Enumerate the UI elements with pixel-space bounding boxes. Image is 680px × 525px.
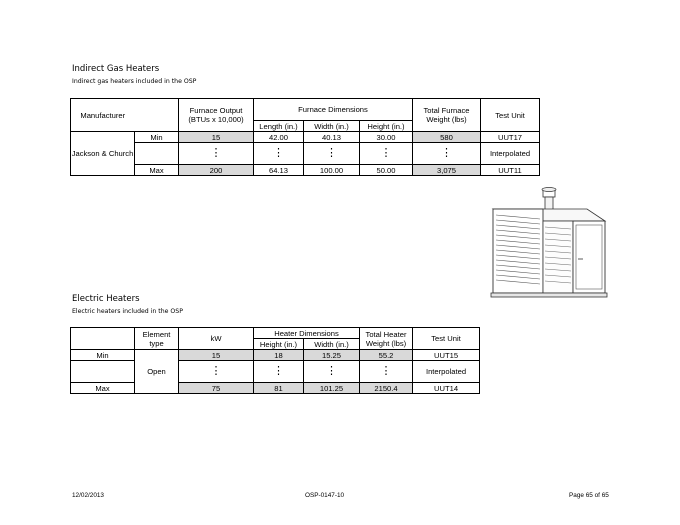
weight-cell — [413, 143, 481, 165]
test-unit-header: Test Unit — [481, 99, 540, 132]
test-unit-cell: Interpolated — [481, 143, 540, 165]
test-unit-cell: Interpolated — [413, 361, 480, 383]
table-row — [71, 132, 540, 143]
row-label — [71, 361, 135, 383]
vertical-ellipsis: ⋮ — [441, 147, 452, 159]
width-cell: 15.25 — [304, 350, 360, 361]
manufacturer-header: Manufacturer — [71, 99, 135, 132]
footer-date: 12/02/2013 — [72, 492, 104, 499]
width-cell — [304, 361, 360, 383]
length-cell: 42.00 — [254, 132, 304, 143]
vertical-ellipsis: ⋮ — [380, 147, 392, 159]
row-label: Max — [135, 165, 179, 176]
manufacturer-cell: Jackson & Church — [71, 132, 135, 176]
table-row — [71, 143, 540, 165]
width-header: Width (in.) — [304, 339, 360, 350]
electric-header-row — [71, 328, 480, 339]
furnace-dimensions-header: Furnace Dimensions — [254, 99, 413, 121]
test-unit-cell: UUT17 — [481, 132, 540, 143]
height-cell: 81 — [254, 383, 304, 394]
footer-doc-id: OSP-0147-10 — [305, 492, 345, 499]
vertical-ellipsis: ⋮ — [326, 365, 337, 377]
kw-header: kW — [179, 328, 254, 350]
height-header: Height (in.) — [360, 121, 413, 132]
gas-section-subtitle: Indirect gas heaters included in the OSP — [72, 78, 197, 85]
height-cell: 30.00 — [360, 132, 413, 143]
row-label — [135, 143, 179, 165]
total-weight-header: Total Heater Weight (lbs) — [360, 328, 413, 350]
gas-heaters-table — [70, 98, 540, 176]
kw-cell: 75 — [179, 383, 254, 394]
row-label: Max — [71, 383, 135, 394]
vertical-ellipsis: ⋮ — [210, 147, 222, 159]
test-unit-cell: UUT14 — [413, 383, 480, 394]
table-row — [71, 165, 540, 176]
vertical-ellipsis: ⋮ — [273, 147, 284, 159]
table-row — [71, 350, 480, 361]
height-cell: 50.00 — [360, 165, 413, 176]
test-unit-header: Test Unit — [413, 328, 480, 350]
heater-dimensions-header: Heater Dimensions — [254, 328, 360, 339]
width-cell — [304, 143, 360, 165]
weight-cell: 2150.4 — [360, 383, 413, 394]
weight-cell: 580 — [413, 132, 481, 143]
height-cell: 18 — [254, 350, 304, 361]
total-weight-header: Total Furnace Weight (lbs) — [413, 99, 481, 132]
electric-section-title: Electric Heaters — [72, 294, 140, 304]
length-cell — [254, 143, 304, 165]
row-label: Min — [71, 350, 135, 361]
footer-page-number: Page 65 of 65 — [569, 492, 609, 499]
test-unit-cell: UUT15 — [413, 350, 480, 361]
weight-cell: 55.2 — [360, 350, 413, 361]
heater-illustration — [487, 187, 612, 302]
length-header: Length (in.) — [254, 121, 304, 132]
output-cell — [179, 143, 254, 165]
vertical-ellipsis: ⋮ — [273, 365, 284, 377]
row-label: Min — [135, 132, 179, 143]
width-header: Width (in.) — [304, 121, 360, 132]
width-cell: 100.00 — [304, 165, 360, 176]
table-row — [71, 361, 480, 383]
height-header: Height (in.) — [254, 339, 304, 350]
height-cell — [360, 143, 413, 165]
furnace-output-header: Furnace Output (BTUs x 10,000) — [179, 99, 254, 132]
electric-section-subtitle: Electric heaters included in the OSP — [72, 308, 183, 315]
test-unit-cell: UUT11 — [481, 165, 540, 176]
output-cell: 200 — [179, 165, 254, 176]
width-cell: 101.25 — [304, 383, 360, 394]
kw-cell — [179, 361, 254, 383]
kw-cell: 15 — [179, 350, 254, 361]
element-type-header: Element type — [135, 328, 179, 350]
height-cell — [254, 361, 304, 383]
electric-heaters-table — [70, 327, 480, 394]
vertical-ellipsis: ⋮ — [326, 147, 337, 159]
element-type-cell: Open — [135, 350, 179, 394]
row-label-header — [71, 328, 135, 350]
length-cell: 64.13 — [254, 165, 304, 176]
gas-header-row — [71, 99, 540, 121]
vertical-ellipsis: ⋮ — [380, 365, 392, 377]
output-cell: 15 — [179, 132, 254, 143]
table-row — [71, 383, 480, 394]
vertical-ellipsis: ⋮ — [210, 365, 222, 377]
weight-cell: 3,075 — [413, 165, 481, 176]
row-label-header — [135, 99, 179, 132]
width-cell: 40.13 — [304, 132, 360, 143]
weight-cell — [360, 361, 413, 383]
gas-section-title: Indirect Gas Heaters — [72, 64, 160, 74]
